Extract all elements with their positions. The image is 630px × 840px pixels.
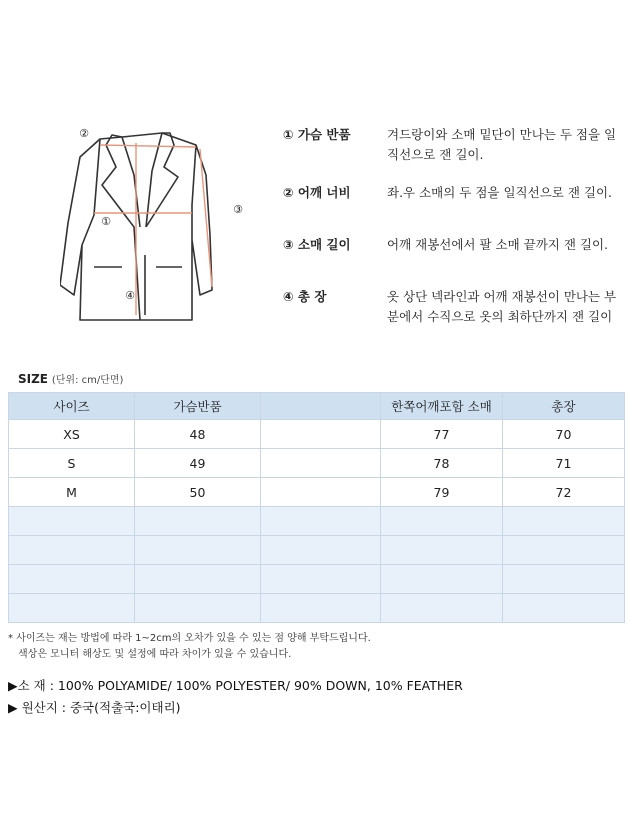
- legend-desc: 어깨 재봉선에서 팔 소매 끝까지 잰 길이.: [387, 237, 609, 252]
- table-cell: XS: [9, 420, 135, 449]
- size-heading-unit: (단위: cm/단면): [51, 375, 124, 386]
- table-cell: [261, 478, 381, 507]
- origin-spec: ▶ 원산지 : 중국(적출국:이태리): [8, 700, 181, 715]
- table-cell: [135, 536, 261, 565]
- table-cell: [261, 594, 381, 623]
- shoulder-measure-line: [100, 145, 196, 147]
- table-row: [9, 449, 625, 478]
- table-header: 가슴반품: [135, 393, 261, 420]
- size-heading: [18, 371, 123, 386]
- table-header: 총장: [503, 393, 625, 420]
- note-line-1: * 사이즈는 재는 방법에 따라 1~2cm의 오차가 있을 수 있는 점 양해 부탁드립니다.: [8, 633, 371, 644]
- table-cell: S: [9, 449, 135, 478]
- table-cell: 79: [381, 478, 503, 507]
- table-row: [9, 420, 625, 449]
- table-cell: [381, 565, 503, 594]
- table-cell: 50: [135, 478, 261, 507]
- table-cell: 71: [503, 449, 625, 478]
- table-cell: 77: [381, 420, 503, 449]
- jacket-lapel: [102, 133, 178, 320]
- legend-key: ① 가슴 반품: [283, 127, 351, 142]
- sleeve-measure-line: [200, 149, 212, 287]
- table-row-empty: [9, 507, 625, 536]
- size-note: [8, 631, 371, 663]
- table-cell: [381, 536, 503, 565]
- table-cell: [261, 565, 381, 594]
- table-cell: 49: [135, 449, 261, 478]
- table-cell: 78: [381, 449, 503, 478]
- table-cell: [503, 507, 625, 536]
- size-table: [8, 392, 625, 623]
- marker-2: ②: [79, 127, 89, 140]
- table-row: [9, 478, 625, 507]
- table-cell: [9, 507, 135, 536]
- table-cell: [503, 536, 625, 565]
- table-header-row: [9, 393, 625, 420]
- note-line-2: 색상은 모니터 해상도 및 설정에 따라 차이가 있을 수 있습니다.: [18, 649, 292, 660]
- marker-1: ①: [101, 215, 111, 228]
- legend-key: ③ 소매 길이: [283, 237, 351, 252]
- table-cell: 70: [503, 420, 625, 449]
- legend-desc: 겨드랑이와 소매 밑단이 만나는 두 점을 일직선으로 잰 길이.: [387, 127, 617, 162]
- legend-key: ④ 총 장: [283, 289, 327, 304]
- legend-key: ② 어깨 너비: [283, 185, 351, 200]
- marker-3: ③: [233, 203, 243, 216]
- table-header: 한쪽어깨포함 소매: [381, 393, 503, 420]
- table-cell: [261, 507, 381, 536]
- table-cell: [381, 507, 503, 536]
- table-row-empty: [9, 565, 625, 594]
- size-heading-label: SIZE: [18, 372, 49, 386]
- marker-4: ④: [125, 289, 135, 302]
- legend-desc: 옷 상단 넥라인과 어깨 재봉선이 만나는 부분에서 수직으로 옷의 최하단까지 잰 길이: [387, 289, 617, 324]
- table-cell: [261, 420, 381, 449]
- table-cell: [503, 565, 625, 594]
- jacket-measurement-diagram: [60, 115, 270, 330]
- table-cell: [9, 565, 135, 594]
- table-cell: [381, 594, 503, 623]
- table-cell: [261, 536, 381, 565]
- table-cell: 48: [135, 420, 261, 449]
- legend-desc: 좌.우 소매의 두 점을 일직선으로 잰 길이.: [387, 185, 612, 200]
- table-cell: [135, 565, 261, 594]
- table-row-empty: [9, 594, 625, 623]
- table-header: 사이즈: [9, 393, 135, 420]
- table-row-empty: [9, 536, 625, 565]
- material-spec: ▶소 재 : 100% POLYAMIDE/ 100% POLYESTER/ 90% DOWN, 10% FEATHER: [8, 678, 463, 693]
- table-cell: M: [9, 478, 135, 507]
- table-cell: [9, 594, 135, 623]
- table-cell: [135, 594, 261, 623]
- table-cell: [135, 507, 261, 536]
- table-cell: [9, 536, 135, 565]
- table-cell: [261, 449, 381, 478]
- table-cell: [503, 594, 625, 623]
- table-header: [261, 393, 381, 420]
- table-cell: 72: [503, 478, 625, 507]
